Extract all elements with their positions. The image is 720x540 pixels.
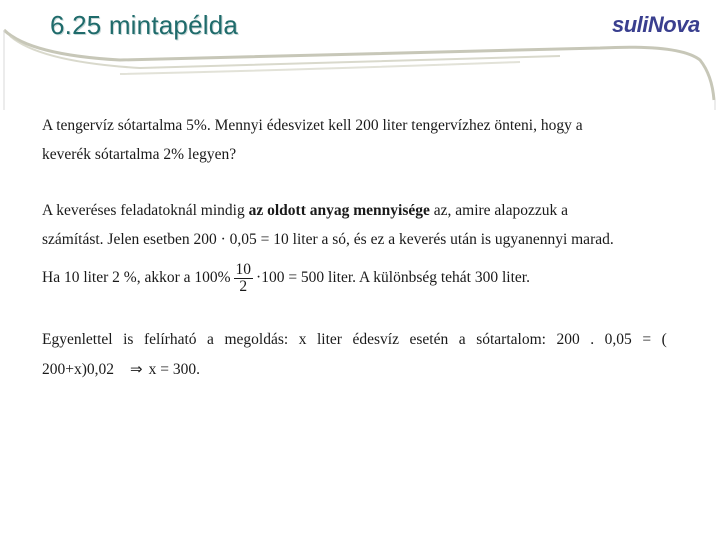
explanation-line-2: számítást. Jelen esetben 200 · 0,05 = 10 liter a só, és ez a keverés után is ugyanennyi marad. bbox=[42, 231, 614, 248]
highlighted-phrase: az oldott anyag mennyisége bbox=[248, 202, 430, 219]
implies-arrow-icon: ⇒ bbox=[130, 360, 143, 378]
problem-line-2: keverék sótartalma 2% legyen? bbox=[42, 146, 237, 163]
problem-line-1: A tengervíz sótartalma 5%. Mennyi édesvizet kell 200 liter tengervízhez önteni, hogy a bbox=[42, 117, 583, 134]
equation-line-2: 200+x)0,02 ⇒ x = 300. bbox=[42, 360, 200, 378]
page-title: 6.25 mintapélda bbox=[50, 10, 239, 40]
equation-line-1: Egyenlettel is felírható a megoldás: x liter édesvíz esetén a sótartalom: 200 . 0,05 = ( bbox=[42, 331, 667, 348]
fraction-denominator: 2 bbox=[239, 278, 248, 295]
explanation-line-3: Ha 10 liter 2 %, akkor a 100% $\frac{10}{2}$ ·100 = 500 liter. A különbség tehát 300 liter. bbox=[42, 261, 530, 295]
explanation-line-1: A keveréses feladatoknál mindig az oldott anyag mennyisége az, amire alapozzuk a bbox=[42, 202, 568, 219]
fraction bbox=[234, 262, 254, 295]
fraction-numerator: 10 bbox=[235, 261, 252, 278]
sulinova-logo: suliNova bbox=[612, 12, 700, 37]
